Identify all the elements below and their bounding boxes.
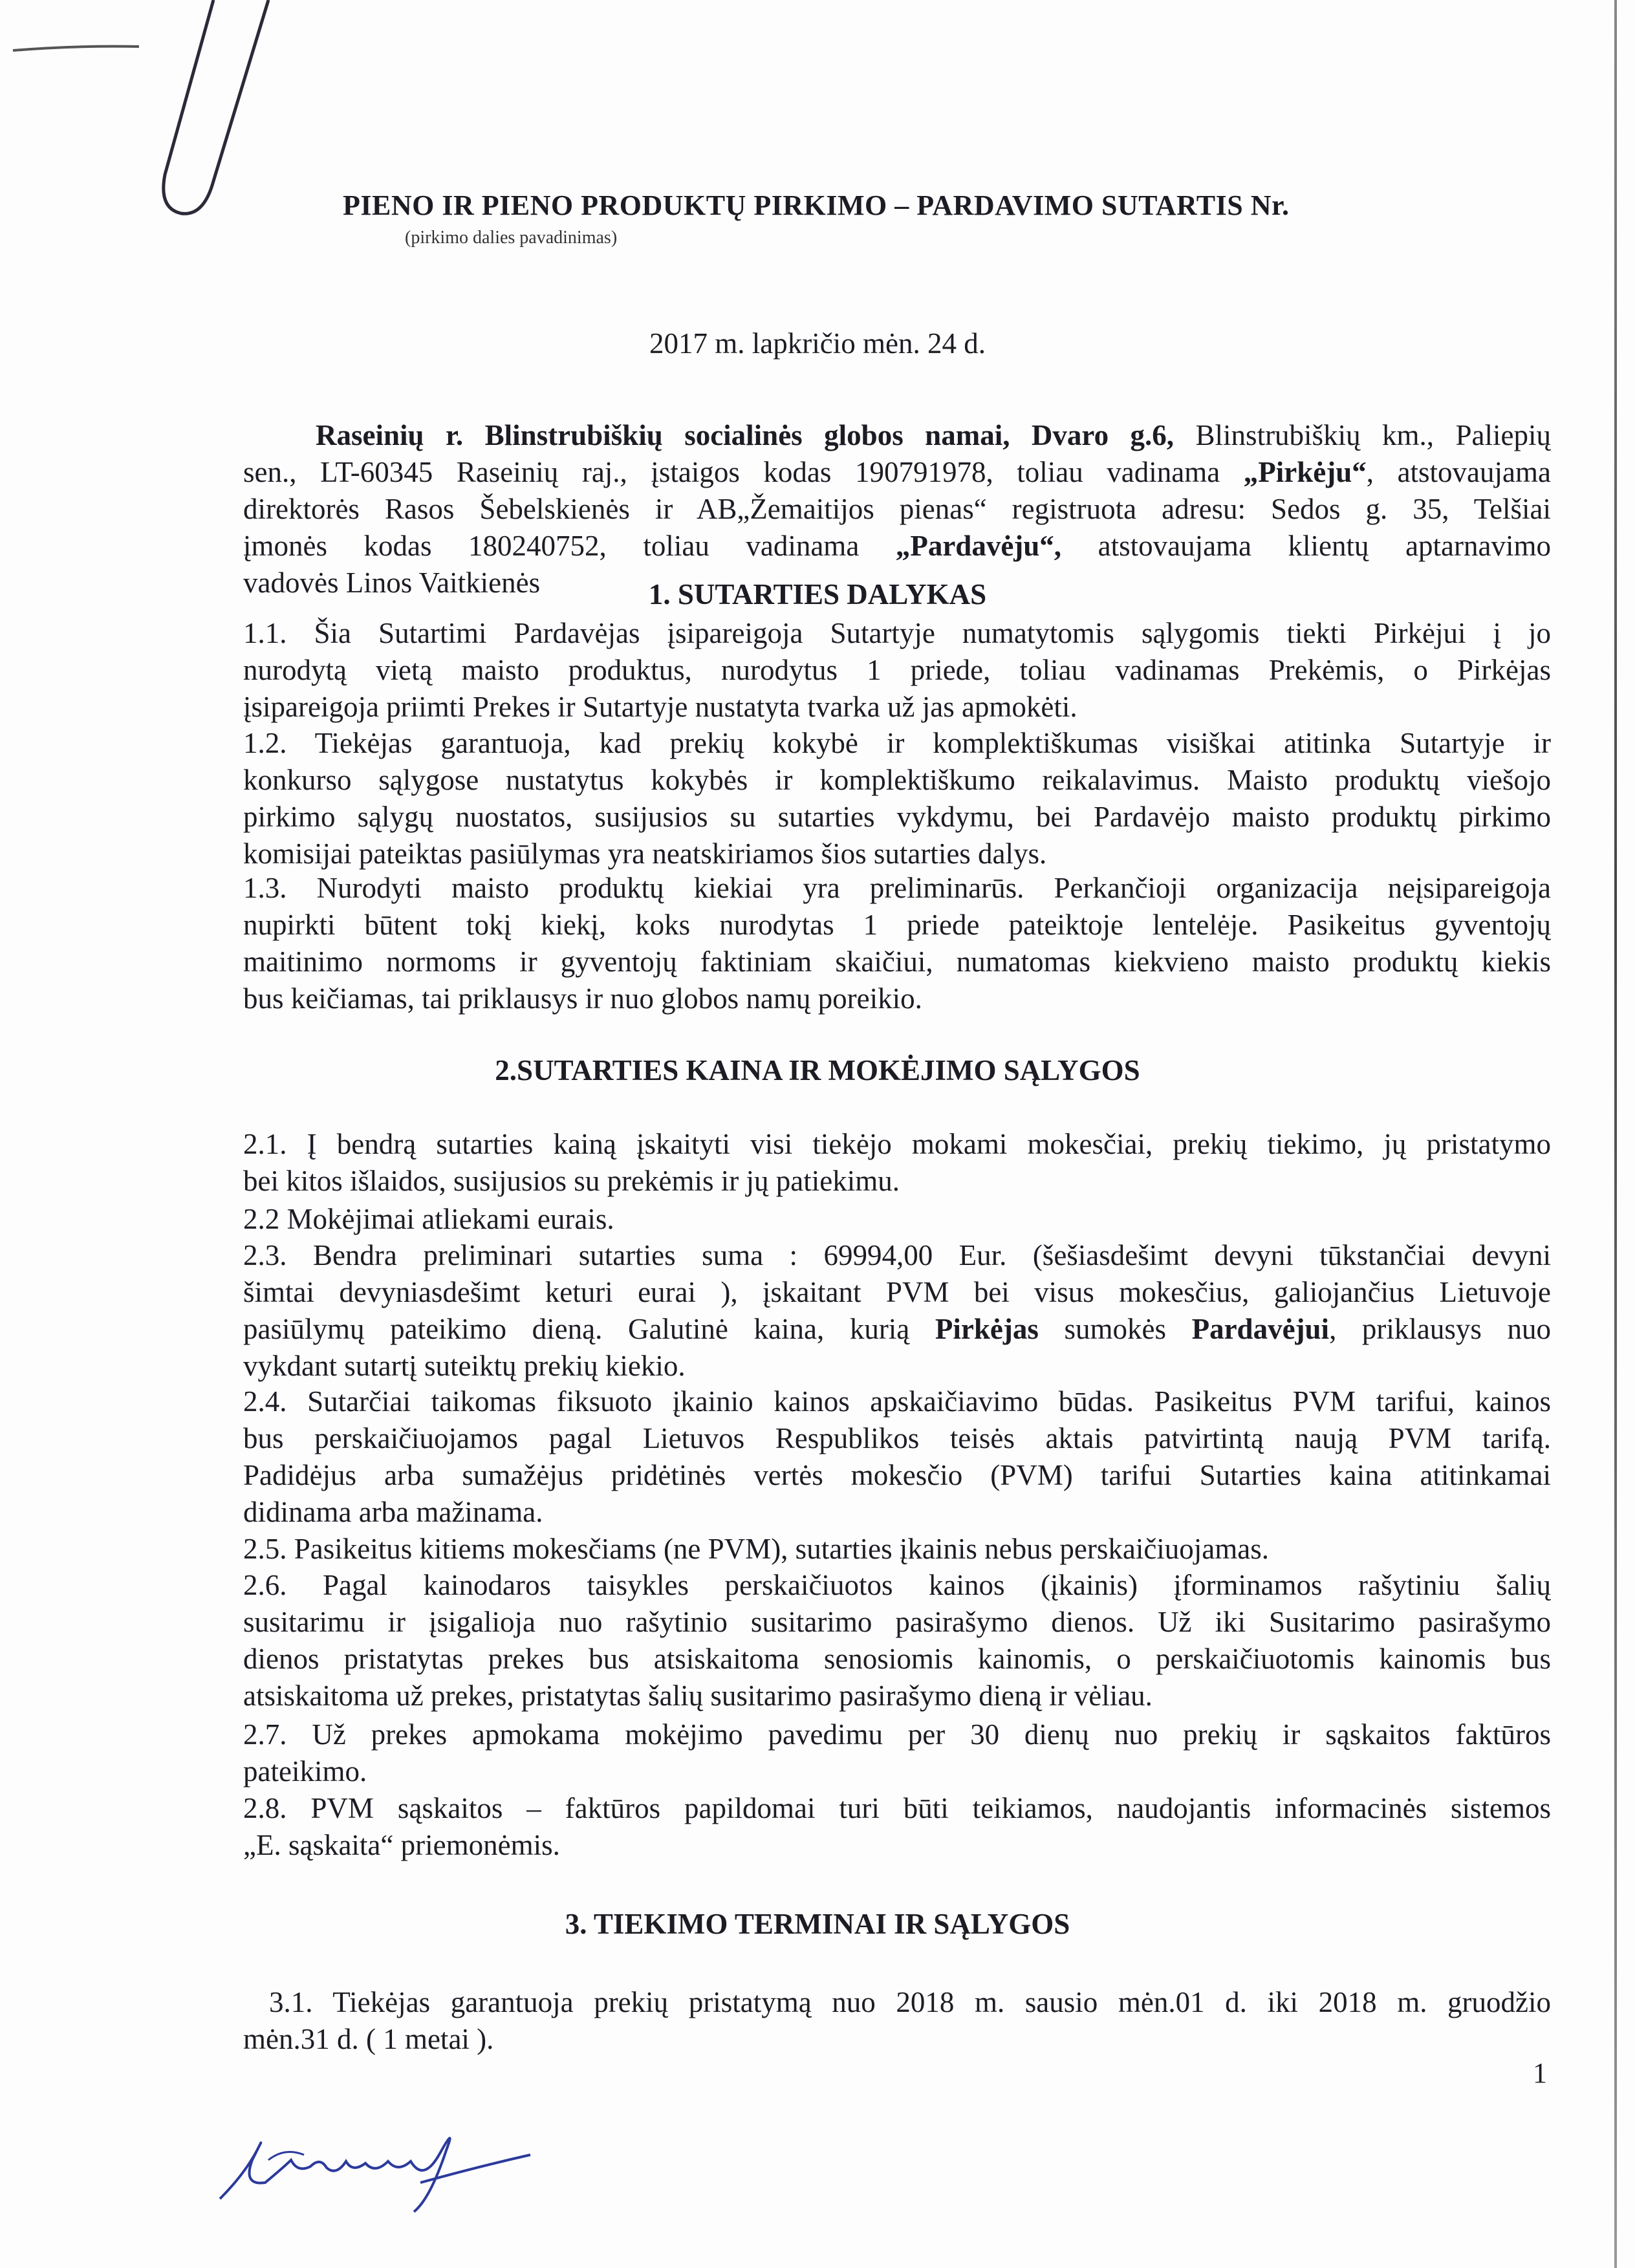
document-date: 2017 m. lapkričio mėn. 24 d. <box>649 327 986 360</box>
text-line: mėn.31 d. ( 1 metai ). <box>243 2023 494 2055</box>
text-line: bus perskaičiuojamos pagal Lietuvos Respublikos teisės aktais patvirtintą naują PVM tarifą. <box>243 1422 1551 1454</box>
text-line: 2.3. Bendra preliminari sutarties suma : 69994,00 Eur. (šešiasdešimt devyni tūkstančiai devyni <box>243 1239 1551 1271</box>
text-line: bei kitos išlaidos, susijusios su prekėmis ir jų patiekimu. <box>243 1165 900 1197</box>
paragraph-p2-5 <box>243 1531 1551 1568</box>
text-line: maitinimo normoms ir gyventojų faktiniam skaičiui, numatomas kiekvieno maisto produktų kiekis <box>243 945 1551 978</box>
paragraph-p2-1 <box>243 1126 1551 1200</box>
text-segment: pasiūlymų pateikimo dieną. Galutinė kaina, kurią <box>243 1313 935 1345</box>
signature <box>207 2121 556 2218</box>
text-segment: sumokės <box>1038 1313 1192 1345</box>
text-line: 2.6. Pagal kainodaros taisykles perskaičiuotos kainos (įkainis) įforminamos rašytiniu šalių <box>243 1569 1551 1601</box>
paperclip-icon <box>0 0 285 233</box>
text-line: 1.3. Nurodyti maisto produktų kiekiai yra preliminarūs. Perkančioji organizacija neįsipareigoja <box>243 872 1551 904</box>
section-heading: 3. TIEKIMO TERMINAI IR SĄLYGOS <box>565 1908 1070 1940</box>
text-segment: įmonės kodas 180240752, toliau vadinama <box>243 530 896 562</box>
text-line: pateikimo. <box>243 1755 367 1787</box>
text-line: dienos pristatytas prekes bus atsiskaitoma senosiomis kainomis, o perskaičiuotomis kainomis bus <box>243 1643 1551 1675</box>
paragraph-p2-8 <box>243 1790 1551 1864</box>
paragraph-p2-4 <box>243 1383 1551 1531</box>
text-line: direktorės Rasos Šebelskienės ir AB„Žemaitijos pienas“ registruota adresu: Sedos g. 35, Telšiai <box>243 493 1551 525</box>
bold-text: „Pardavėju“, <box>895 530 1062 562</box>
text-line: nurodytą vietą maisto produktus, nurodytus 1 priede, toliau vadinamas Prekėmis, o Pirkėjas <box>243 654 1551 686</box>
text-line: didinama arba mažinama. <box>243 1496 543 1528</box>
text-segment: atstovaujama klientų aptarnavimo <box>1061 530 1551 562</box>
text-line: nupirkti būtent tokį kiekį, koks nurodytas 1 priede pateiktoje lentelėje. Pasikeitus gyventojų <box>243 909 1551 941</box>
paragraph-p1-2 <box>243 725 1551 872</box>
paragraph-p2-7 <box>243 1716 1551 1790</box>
text-line <box>243 528 1551 565</box>
bold-text: „Pirkėju“ <box>1243 456 1367 488</box>
document-title: PIENO IR PIENO PRODUKTŲ PIRKIMO – PARDAVIMO SUTARTIS Nr. <box>343 189 1290 221</box>
bold-text: Pirkėjas <box>935 1313 1039 1345</box>
paragraph-p2-6 <box>243 1567 1551 1714</box>
text-line: 2.8. PVM sąskaitos – faktūros papildomai turi būti teikiamos, naudojantis informacinės sistemos <box>243 1792 1551 1824</box>
text-line: „E. sąskaita“ priemonėmis. <box>243 1829 560 1861</box>
text-segment: , atstovaujama <box>1366 456 1551 488</box>
paragraph-p2-3 <box>243 1237 1551 1385</box>
bold-text: Pardavėjui <box>1191 1313 1330 1345</box>
text-line: 2.4. Sutarčiai taikomas fiksuoto įkainio kainos apskaičiavimo būdas. Pasikeitus PVM tarifui, kainos <box>243 1385 1551 1418</box>
text-line: konkurso sąlygose nustatytus kokybės ir komplektiškumo reikalavimus. Maisto produktų viešojo <box>243 764 1551 796</box>
section-heading: 1. SUTARTIES DALYKAS <box>648 578 987 610</box>
text-line: 2.7. Už prekes apmokama mokėjimo pavedimu per 30 dienų nuo prekių ir sąskaitos faktūros <box>243 1718 1551 1751</box>
text-line: susitarimu ir įsigalioja nuo rašytinio susitarimo pasirašymo dienos. Už iki Susitarimo pasirašymo <box>243 1606 1551 1638</box>
document-subtitle: (pirkimo dalies pavadinimas) <box>405 228 618 248</box>
text-line: įsipareigoja priimti Prekes ir Sutartyje nustatyta tvarka už jas apmokėti. <box>243 691 1077 723</box>
text-line: komisijai pateiktas pasiūlymas yra neatskiriamos šios sutarties dalys. <box>243 837 1047 870</box>
text-line <box>243 1311 1551 1348</box>
text-line: atsiskaitoma už prekes, pristatytas šalių susitarimo pasirašymo dieną ir vėliau. <box>243 1679 1153 1712</box>
page-number: 1 <box>1533 2057 1547 2089</box>
paragraph-p1-1 <box>243 615 1551 726</box>
text-line <box>243 417 1551 454</box>
text-line <box>243 454 1551 491</box>
text-line: 1.1. Šia Sutartimi Pardavėjas įsipareigoja Sutartyje numatytomis sąlygomis tiekti Pirkėjui į jo <box>243 617 1551 649</box>
paragraph-intro <box>243 417 1551 601</box>
text-line: 1.2. Tiekėjas garantuoja, kad prekių kokybė ir komplektiškumas visiškai atitinka Sutartyje ir <box>243 727 1551 759</box>
text-line: 2.1. Į bendrą sutarties kainą įskaityti visi tiekėjo mokami mokesčiai, prekių tiekimo, jų pristatymo <box>243 1128 1551 1160</box>
text-line: bus keičiamas, tai priklausys ir nuo globos namų poreikio. <box>243 982 922 1015</box>
paragraph-p2-2 <box>243 1201 1551 1238</box>
text-line: vadovės Linos Vaitkienės <box>243 567 541 599</box>
text-line: Padidėjus arba sumažėjus pridėtinės vertės mokesčio (PVM) tarifui Sutarties kaina atitinkamai <box>243 1459 1551 1491</box>
text-line: 2.2 Mokėjimai atliekami eurais. <box>243 1203 614 1235</box>
bold-text: Raseinių r. Blinstrubiškių socialinės globos namai, Dvaro g.6, <box>316 419 1175 451</box>
paragraph-p3-1 <box>243 1984 1551 2058</box>
text-line: 2.5. Pasikeitus kitiems mokesčiams (ne PVM), sutarties įkainis nebus perskaičiuojamas. <box>243 1533 1270 1565</box>
text-segment: sen., LT-60345 Raseinių raj., įstaigos kodas 190791978, toliau vadinama <box>243 456 1244 488</box>
text-line: vykdant sutartį suteiktų prekių kiekio. <box>243 1350 686 1382</box>
paragraph-p1-3 <box>243 870 1551 1017</box>
text-line: pirkimo sąlygų nuostatos, susijusios su sutarties vykdymu, bei Pardavėjo maisto produktų pirkimo <box>243 801 1551 833</box>
section-heading: 2.SUTARTIES KAINA IR MOKĖJIMO SĄLYGOS <box>495 1054 1140 1086</box>
text-segment: , priklausys nuo <box>1329 1313 1552 1345</box>
text-line: šimtai devyniasdešimt keturi eurai ), įskaitant PVM bei visus mokesčius, galiojančius Lietuvoje <box>243 1276 1551 1308</box>
text-segment: Blinstrubiškių km., Paliepių <box>1174 419 1551 451</box>
text-line: 3.1. Tiekėjas garantuoja prekių pristatymą nuo 2018 m. sausio mėn.01 d. iki 2018 m. gruodžio <box>269 1986 1551 2018</box>
